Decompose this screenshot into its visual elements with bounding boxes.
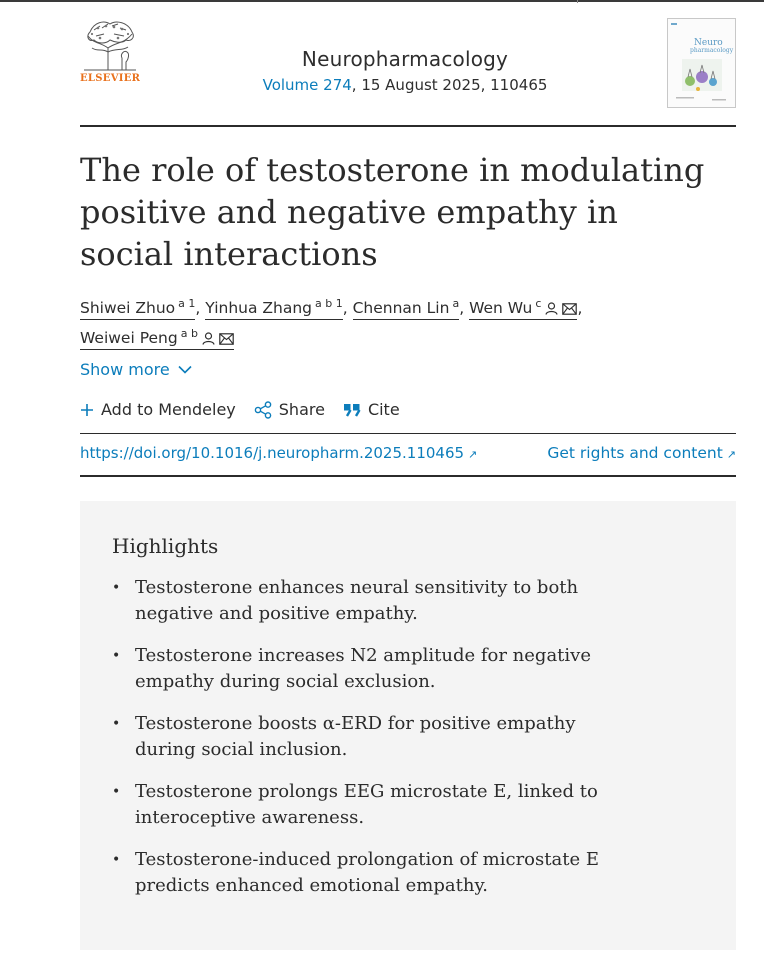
- author-link[interactable]: [205, 299, 342, 320]
- elsevier-logo[interactable]: [80, 18, 140, 84]
- highlight-item: • Testosterone prolongs EEG microstate E, linked to interoceptive awareness.: [112, 779, 632, 831]
- author-affiliation: a: [452, 297, 460, 310]
- author-name: Yinhua Zhang: [205, 299, 313, 317]
- share-icon: [254, 401, 272, 419]
- author-list: Shiwei Zhuo $^{a 1}$, Yinhua Zhang $^{a b 1}$, Chennan Lin $^a$, Wen Wu $^c$ , Weiwei Peng $^{a b}$: [80, 291, 720, 351]
- svg-text:Neuro: Neuro: [694, 38, 723, 48]
- cite-button[interactable]: [343, 400, 400, 419]
- author-name: Weiwei Peng: [80, 329, 178, 347]
- add-to-mendeley-label: Add to Mendeley: [101, 400, 236, 419]
- share-button[interactable]: [254, 400, 325, 419]
- show-more-button[interactable]: [80, 360, 192, 379]
- journal-cover-thumbnail[interactable]: [667, 18, 736, 108]
- article-title: The role of testosterone in modulating positive and negative empathy in social interactions: [80, 151, 705, 273]
- share-label: Share: [278, 400, 325, 419]
- author-link[interactable]: [353, 299, 460, 320]
- author-affiliation: a b 1: [315, 297, 343, 310]
- top-divider: [577, 0, 578, 3]
- author-link[interactable]: [80, 299, 195, 320]
- highlight-item: • Testosterone-induced prolongation of microstate E predicts enhanced emotional empathy.: [112, 847, 632, 899]
- doi-text: https://doi.org/10.1016/j.neuropharm.2025.110465: [80, 444, 465, 462]
- top-border: [0, 0, 764, 2]
- quote-icon: [343, 403, 361, 417]
- publisher-name: ELSEVIER: [80, 73, 141, 84]
- cover-image-icon: [668, 19, 735, 107]
- author-name: Shiwei Zhuo: [80, 299, 176, 317]
- actions-divider: [80, 433, 736, 434]
- rights-link[interactable]: [547, 444, 736, 462]
- highlight-item: • Testosterone increases N2 amplitude for negative empathy during social exclusion.: [112, 643, 632, 695]
- highlights-heading: Highlights: [112, 534, 219, 558]
- journal-title[interactable]: Neuropharmacology: [301, 47, 509, 71]
- external-link-icon: ↗: [468, 448, 478, 461]
- author-affiliation: a b: [180, 327, 198, 340]
- tree-logo-icon: [80, 18, 140, 73]
- doi-link[interactable]: [80, 444, 477, 462]
- envelope-icon: [562, 303, 577, 315]
- author-affiliation: a 1: [178, 297, 196, 310]
- journal-issue-info: [210, 76, 600, 94]
- external-link-icon: ↗: [726, 448, 736, 461]
- highlight-item: • Testosterone enhances neural sensitivity to both negative and positive empathy.: [112, 575, 632, 627]
- author-link[interactable]: [469, 299, 577, 320]
- author-affiliation: c: [535, 297, 542, 310]
- article-actions: [80, 400, 400, 419]
- header-divider: [80, 125, 736, 127]
- envelope-icon: [219, 333, 234, 345]
- author-name: Wen Wu: [469, 299, 533, 317]
- highlight-item: • Testosterone boosts α-ERD for positive empathy during social inclusion.: [112, 711, 632, 763]
- show-more-label: Show more: [80, 360, 170, 379]
- article-header: [80, 18, 736, 110]
- chevron-down-icon: [178, 365, 192, 374]
- links-divider: [80, 475, 736, 477]
- volume-link[interactable]: Volume 274: [262, 76, 352, 94]
- rights-text: Get rights and content: [547, 444, 723, 462]
- person-icon: [545, 302, 558, 315]
- author-link[interactable]: [80, 329, 234, 350]
- highlights-panel: [80, 501, 736, 950]
- person-icon: [202, 332, 215, 345]
- svg-text:pharmacology: pharmacology: [690, 47, 734, 54]
- issue-date: , 15 August 2025, 110465: [351, 76, 548, 94]
- author-name: Chennan Lin: [352, 299, 450, 317]
- cite-label: Cite: [367, 400, 400, 419]
- plus-icon: [80, 403, 94, 417]
- add-to-mendeley-button[interactable]: [80, 400, 236, 419]
- journal-info: [210, 47, 600, 94]
- highlights-list: [112, 575, 632, 915]
